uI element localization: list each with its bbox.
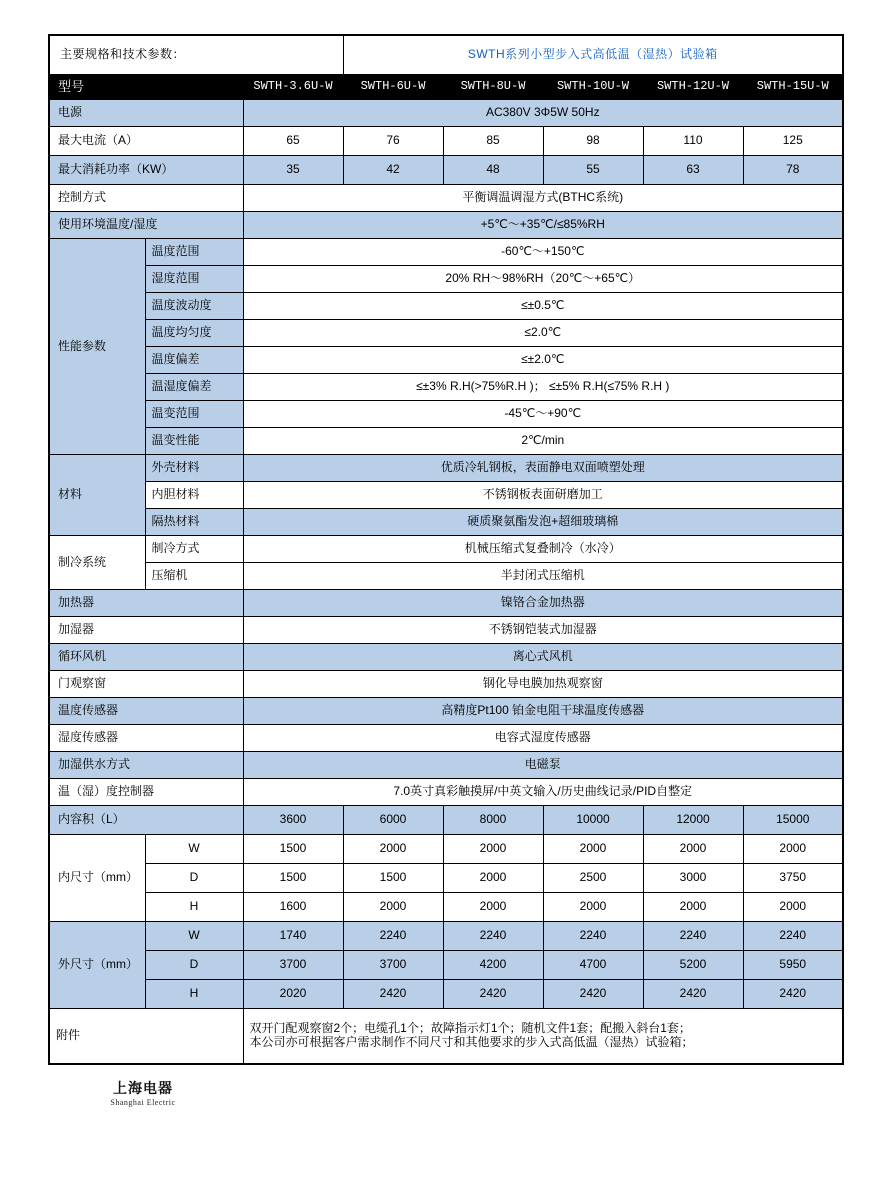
value-compressor: 半封闭式压缩机 [243,563,843,590]
label-power: 电源 [49,100,243,127]
outer-d-6: 5950 [743,951,843,980]
inner-d-6: 3750 [743,864,843,893]
value-humid-sensor: 电容式湿度传感器 [243,725,843,752]
row-perf-3 [49,293,843,320]
volume-3: 8000 [443,806,543,835]
label-refrigeration-mode: 制冷方式 [145,536,243,563]
label-shell-material: 外壳材料 [145,455,243,482]
value-heater: 镍铬合金加热器 [243,590,843,617]
logo-chinese-text: 上海电器 [113,1082,173,1097]
logo-english-text: Shanghai Electric [110,1097,176,1107]
row-inner-d [49,864,843,893]
inner-h-1: 1600 [243,893,343,922]
outer-d-5: 5200 [643,951,743,980]
row-max-current [49,127,843,156]
outer-d-2: 3700 [343,951,443,980]
value-refrigeration-mode: 机械压缩式复叠制冷（水冷） [243,536,843,563]
max-current-3: 85 [443,127,543,156]
row-water-supply [49,752,843,779]
max-power-6: 78 [743,156,843,185]
outer-w-6: 2240 [743,922,843,951]
label-temp-sensor: 温度传感器 [49,698,243,725]
label-inner-w: W [145,835,243,864]
label-humid-sensor: 湿度传感器 [49,725,243,752]
label-temp-uniformity: 温度均匀度 [145,320,243,347]
inner-d-5: 3000 [643,864,743,893]
row-inner-h [49,893,843,922]
inner-w-5: 2000 [643,835,743,864]
inner-w-4: 2000 [543,835,643,864]
max-power-3: 48 [443,156,543,185]
title-row [49,35,843,75]
inner-h-6: 2000 [743,893,843,922]
row-temp-sensor [49,698,843,725]
label-inner-h: H [145,893,243,922]
label-temp-range: 温度范围 [145,239,243,266]
label-temp-deviation: 温度偏差 [145,347,243,374]
label-outer-h: H [145,980,243,1009]
group-inner-size: 内尺寸（mm） [49,835,145,922]
value-window: 钢化导电膜加热观察窗 [243,671,843,698]
row-window [49,671,843,698]
label-outer-d: D [145,951,243,980]
row-humid-sensor [49,725,843,752]
row-material-2 [49,482,843,509]
row-material-1 [49,455,843,482]
specification-table [48,34,844,1065]
value-temp-change-rate: 2℃/min [243,428,843,455]
row-refrigeration-2 [49,563,843,590]
label-humidity-range: 湿度范围 [145,266,243,293]
row-perf-5 [49,347,843,374]
model-col-6: SWTH-15U-W [743,75,843,100]
label-control-mode: 控制方式 [49,185,243,212]
outer-w-4: 2240 [543,922,643,951]
outer-w-5: 2240 [643,922,743,951]
volume-4: 10000 [543,806,643,835]
inner-w-6: 2000 [743,835,843,864]
inner-d-4: 2500 [543,864,643,893]
value-temp-sensor: 高精度Pt100 铂金电阻干球温度传感器 [243,698,843,725]
accessory-line-2: 本公司亦可根据客户需求制作不同尺寸和其他要求的步入式高低温（湿热）试验箱； [249,1035,694,1049]
row-refrigeration-1 [49,536,843,563]
row-fan [49,644,843,671]
volume-1: 3600 [243,806,343,835]
row-outer-d [49,951,843,980]
max-current-2: 76 [343,127,443,156]
inner-h-3: 2000 [443,893,543,922]
value-fan: 离心式风机 [243,644,843,671]
max-current-4: 98 [543,127,643,156]
label-window: 门观察窗 [49,671,243,698]
max-power-2: 42 [343,156,443,185]
inner-h-4: 2000 [543,893,643,922]
series-title: SWTH系列小型步入式高低温（湿热）试验箱 [343,35,843,75]
accessory-line-1: 双开门配观察窗2个；电缆孔1个；故障指示灯1个；随机文件1套；配搬入斜台1套； [249,1021,691,1036]
row-outer-h [49,980,843,1009]
value-humidifier: 不锈钢铠装式加湿器 [243,617,843,644]
label-temp-change-rate: 温变性能 [145,428,243,455]
label-water-supply: 加湿供水方式 [49,752,243,779]
inner-w-1: 1500 [243,835,343,864]
label-temp-change-range: 温变范围 [145,401,243,428]
outer-h-6: 2420 [743,980,843,1009]
outer-w-2: 2240 [343,922,443,951]
inner-d-2: 1500 [343,864,443,893]
volume-6: 15000 [743,806,843,835]
value-water-supply: 电磁泵 [243,752,843,779]
value-power: AC380V 3Φ5W 50Hz [243,100,843,127]
label-temp-fluctuation: 温度波动度 [145,293,243,320]
label-ambient: 使用环境温度/湿度 [49,212,243,239]
max-power-5: 63 [643,156,743,185]
model-col-2: SWTH-6U-W [343,75,443,100]
outer-d-1: 3700 [243,951,343,980]
row-controller [49,779,843,806]
model-col-1: SWTH-3.6U-W [243,75,343,100]
label-compressor: 压缩机 [145,563,243,590]
value-temp-change-range: -45℃～+90℃ [243,401,843,428]
outer-h-2: 2420 [343,980,443,1009]
group-outer-size: 外尺寸（mm） [49,922,145,1009]
value-humidity-range: 20% RH～98%RH（20℃～+65℃） [243,266,843,293]
group-refrigeration: 制冷系统 [49,536,145,590]
group-material: 材料 [49,455,145,536]
company-logo [88,1083,198,1107]
label-insulation-material: 隔热材料 [145,509,243,536]
value-controller: 7.0英寸真彩触摸屏/中英文输入/历史曲线记录/PID自整定 [243,779,843,806]
model-col-5: SWTH-12U-W [643,75,743,100]
outer-h-4: 2420 [543,980,643,1009]
inner-d-3: 2000 [443,864,543,893]
max-current-6: 125 [743,127,843,156]
outer-h-5: 2420 [643,980,743,1009]
volume-2: 6000 [343,806,443,835]
model-col-4: SWTH-10U-W [543,75,643,100]
value-temp-uniformity: ≤2.0℃ [243,320,843,347]
value-shell-material: 优质冷轧钢板，表面静电双面喷塑处理 [243,455,843,482]
max-current-5: 110 [643,127,743,156]
label-humidifier: 加湿器 [49,617,243,644]
value-temp-range: -60℃～+150℃ [243,239,843,266]
model-header-row [49,75,843,100]
value-insulation-material: 硬质聚氨酯发泡+超细玻璃棉 [243,509,843,536]
label-max-current: 最大电流（A） [49,127,243,156]
inner-w-3: 2000 [443,835,543,864]
outer-w-1: 1740 [243,922,343,951]
value-control-mode: 平衡调温调湿方式(BTHC系统) [243,185,843,212]
label-accessory: 附件 [49,1009,243,1065]
row-outer-w [49,922,843,951]
value-liner-material: 不锈钢板表面研磨加工 [243,482,843,509]
row-ambient [49,212,843,239]
value-ambient: +5℃～+35℃/≤85%RH [243,212,843,239]
outer-w-3: 2240 [443,922,543,951]
label-max-power: 最大消耗功率（KW） [49,156,243,185]
header-model-label: 型号 [49,75,243,100]
volume-5: 12000 [643,806,743,835]
outer-d-3: 4200 [443,951,543,980]
outer-h-3: 2420 [443,980,543,1009]
value-accessory [243,1009,843,1065]
page-title: 主要规格和技术参数： [49,35,343,75]
row-perf-7 [49,401,843,428]
label-outer-w: W [145,922,243,951]
outer-d-4: 4700 [543,951,643,980]
outer-h-1: 2020 [243,980,343,1009]
label-fan: 循环风机 [49,644,243,671]
max-power-4: 55 [543,156,643,185]
value-temp-deviation: ≤±2.0℃ [243,347,843,374]
max-power-1: 35 [243,156,343,185]
row-material-3 [49,509,843,536]
inner-d-1: 1500 [243,864,343,893]
max-current-1: 65 [243,127,343,156]
label-controller: 温（湿）度控制器 [49,779,243,806]
inner-w-2: 2000 [343,835,443,864]
row-heater [49,590,843,617]
row-control-mode [49,185,843,212]
row-perf-1 [49,239,843,266]
row-perf-2 [49,266,843,293]
row-max-power [49,156,843,185]
row-volume [49,806,843,835]
label-temp-humidity-deviation: 温湿度偏差 [145,374,243,401]
value-temp-fluctuation: ≤±0.5℃ [243,293,843,320]
inner-h-2: 2000 [343,893,443,922]
row-humidifier [49,617,843,644]
row-inner-w [49,835,843,864]
row-perf-8 [49,428,843,455]
row-power [49,100,843,127]
inner-h-5: 2000 [643,893,743,922]
row-perf-4 [49,320,843,347]
label-liner-material: 内胆材料 [145,482,243,509]
row-perf-6 [49,374,843,401]
value-temp-humidity-deviation: ≤±3% R.H(>75%R.H )； ≤±5% R.H(≤75% R.H ) [243,374,843,401]
label-heater: 加热器 [49,590,243,617]
row-accessory [49,1009,843,1065]
label-inner-d: D [145,864,243,893]
group-performance: 性能参数 [49,239,145,455]
label-volume: 内容积（L） [49,806,243,835]
model-col-3: SWTH-8U-W [443,75,543,100]
